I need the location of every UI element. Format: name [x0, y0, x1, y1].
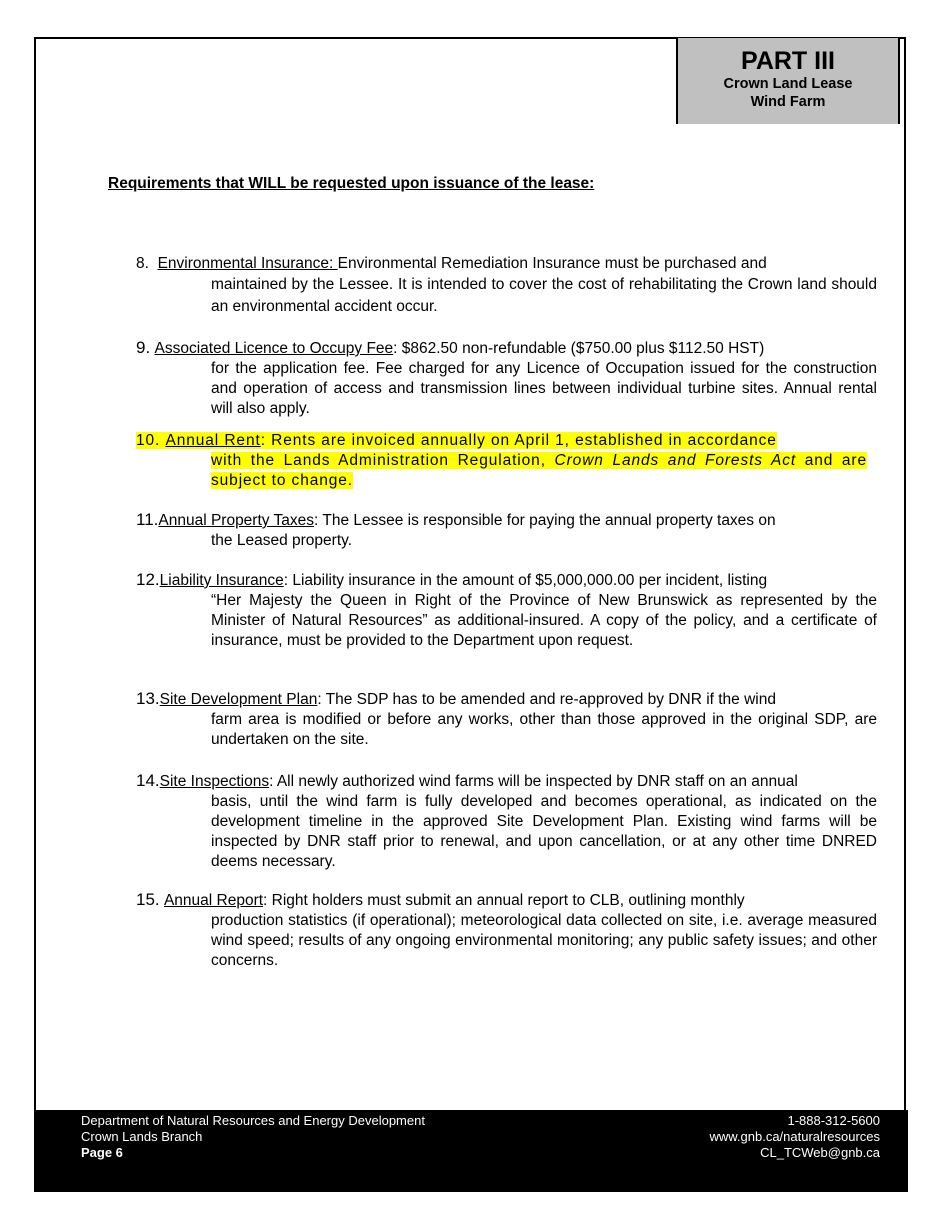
item-number: 8.	[136, 255, 149, 272]
item-text: Environmental Remediation Insurance must be purchased and	[337, 255, 767, 272]
item-number: 14.	[136, 771, 160, 790]
act-name: Crown Lands and Forests Act	[554, 452, 797, 469]
page-footer	[34, 1110, 908, 1192]
item-title: Site Development Plan	[159, 691, 318, 708]
list-item-8	[136, 254, 877, 318]
item-text-continued: farm area is modified or before any works, other than those approved in the original SDP, are undertaken on the site.	[211, 711, 877, 748]
item-title: Associated Licence to Occupy Fee	[154, 340, 394, 357]
part-subtitle-2: Wind Farm	[750, 94, 826, 110]
list-item-9	[136, 338, 877, 419]
item-number: 12.	[136, 570, 160, 589]
item-text-end: and are subject to change.	[211, 452, 868, 489]
item-text: : $862.50 non-refundable ($750.00 plus $112.50 HST)	[393, 340, 765, 357]
footer-right	[709, 1113, 880, 1161]
item-title: Site Inspections	[159, 773, 270, 790]
footer-branch: Crown Lands Branch	[81, 1129, 203, 1144]
footer-phone: 1-888-312-5600	[787, 1113, 880, 1128]
footer-left	[81, 1113, 425, 1161]
item-text: : Right holders must submit an annual report to CLB, outlining monthly	[263, 892, 745, 909]
part-header-box	[676, 38, 900, 124]
item-text: : All newly authorized wind farms will be inspected by DNR staff on an annual	[269, 773, 798, 790]
item-number: 11.	[136, 510, 159, 529]
item-text: : Liability insurance in the amount of $5,000,000.00 per incident, listing	[283, 572, 768, 589]
item-number: 10.	[136, 432, 161, 449]
part-subtitle-1: Crown Land Lease	[723, 76, 853, 92]
item-number: 13.	[136, 689, 160, 708]
list-item-11	[136, 510, 877, 551]
item-text-continued: production statistics (if operational); meteorological data collected on site, i.e. average measured wind speed; results of any ongoing environmental monitoring; any public safety issues; and other concerns.	[211, 912, 877, 969]
item-text: : The Lessee is responsible for paying the annual property taxes on	[314, 512, 776, 529]
item-number: 9.	[136, 338, 151, 357]
item-text-continued: for the application fee. Fee charged for any Licence of Occupation issued for the construction and operation of access and transmission lines between individual turbine sites. Annual rental will also apply.	[211, 360, 877, 417]
item-text-continued: “Her Majesty the Queen in Right of the Province of New Brunswick as represented by the Minister of Natural Resources” as additional-insured. A copy of the policy, and a certificate of insurance, must be provided to the Department upon request.	[211, 592, 877, 649]
footer-email[interactable]: CL_TCWeb@gnb.ca	[760, 1145, 880, 1160]
list-item-10	[136, 431, 867, 491]
item-title: Annual Report	[163, 892, 264, 909]
item-text-continued: with the Lands Administration Regulation,	[211, 452, 555, 469]
list-item-12	[136, 570, 877, 651]
item-text: : Rents are invoiced annually on April 1, established in accordance	[260, 432, 777, 449]
footer-department: Department of Natural Resources and Energy Development	[81, 1113, 425, 1128]
list-item-13	[136, 689, 877, 750]
item-number: 15.	[136, 890, 160, 909]
item-text-continued: basis, until the wind farm is fully developed and becomes operational, as indicated on the development timeline in the approved Site Development Plan. Existing wind farms will be inspected by DNR staff prior to renewal, and upon cancellation, or at any other time DNRED deems necessary.	[211, 793, 877, 870]
item-title: Annual Rent	[165, 432, 261, 449]
part-title: PART III	[741, 47, 835, 75]
list-item-15	[136, 890, 877, 971]
item-title: Annual Property Taxes	[158, 512, 315, 529]
item-text: : The SDP has to be amended and re-approved by DNR if the wind	[317, 691, 776, 708]
list-item-14	[136, 771, 877, 872]
item-text-continued: maintained by the Lessee. It is intended to cover the cost of rehabilitating the Crown land should an environmental accident occur.	[211, 276, 877, 315]
item-title: Environmental Insurance:	[157, 255, 338, 272]
page-number: Page 6	[81, 1145, 123, 1160]
item-title: Liability Insurance	[159, 572, 284, 589]
section-heading: Requirements that WILL be requested upon issuance of the lease:	[108, 175, 595, 192]
item-text-continued: the Leased property.	[211, 532, 353, 549]
footer-website[interactable]: www.gnb.ca/naturalresources	[709, 1129, 880, 1144]
